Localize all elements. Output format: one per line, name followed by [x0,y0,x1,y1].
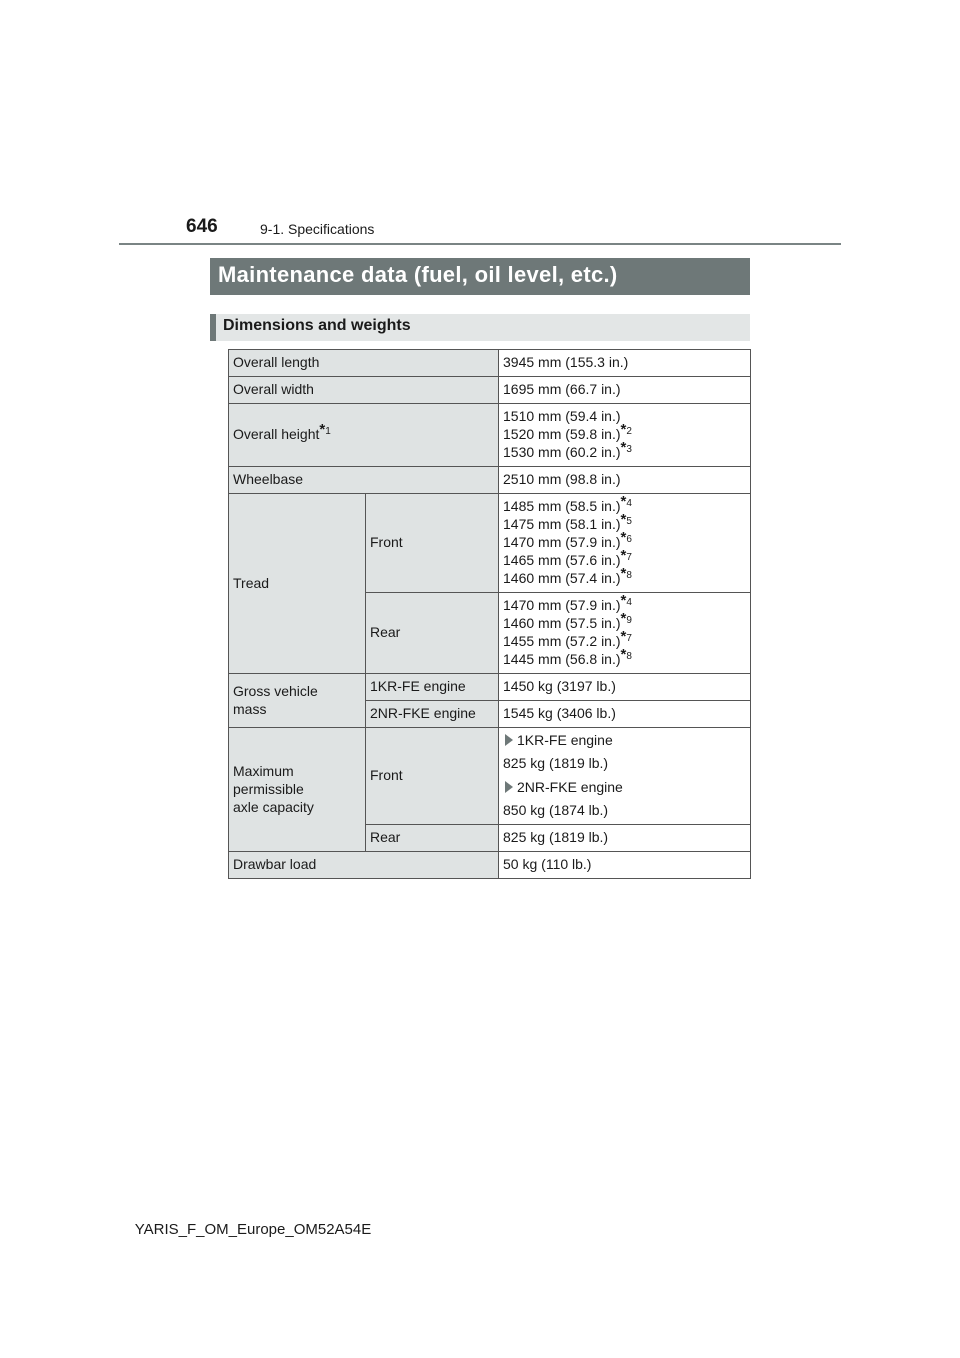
row-label: Overall width [229,377,499,404]
label-text: Overall height [233,426,320,442]
row-value: 3945 mm (155.3 in.) [499,350,751,377]
header-divider [119,243,841,245]
row-value [499,494,751,593]
table-row [229,728,751,825]
sub-label: Front [366,494,499,593]
sub-label: Rear [366,825,499,852]
row-value: 2510 mm (98.8 in.) [499,467,751,494]
row-label: Tread [229,494,366,674]
footnote-ref: *9 [620,610,632,627]
footnote-ref: *2 [620,421,632,438]
value-line: 1455 mm (57.2 in.)$^{*7}$ [503,628,632,649]
spec-table [228,349,751,879]
table-row [229,674,751,701]
sub-label: 1KR-FE engine [366,674,499,701]
triangle-right-icon [505,734,513,746]
engine-item: 1KR-FE engine [503,731,746,749]
sub-label: 2NR-FKE engine [366,701,499,728]
engine-item: 2NR-FKE engine [503,778,746,796]
section-label: 9-1. Specifications [260,221,375,237]
value-line: 1475 mm (58.1 in.)$^{*5}$ [503,511,632,532]
row-label [229,404,499,467]
row-value [499,593,751,674]
footnote-ref: *6 [620,529,632,546]
footnote-ref: *8 [620,565,632,582]
footnote-ref: *4 [620,493,632,510]
section-subheading: Dimensions and weights [210,314,750,341]
row-value [499,404,751,467]
table-row [229,494,751,593]
row-value [499,728,751,825]
value-line: 1530 mm (60.2 in.)$^{*3}$ [503,439,632,460]
table-row [229,350,751,377]
value-line: 1465 mm (57.6 in.)$^{*7}$ [503,547,632,568]
row-label: Overall length [229,350,499,377]
footnote-ref: *7 [620,628,632,645]
row-value: 1695 mm (66.7 in.) [499,377,751,404]
row-label: Wheelbase [229,467,499,494]
value-line: 1445 mm (56.8 in.)$^{*8}$ [503,646,632,667]
value-line: 1520 mm (59.8 in.)$^{*2}$ [503,421,632,442]
row-label: Maximum permissible axle capacity [229,728,366,852]
table-row [229,852,751,879]
table-row [229,404,751,467]
row-label: Gross vehicle mass [229,674,366,728]
row-value: 1545 kg (3406 lb.) [499,701,751,728]
footnote-ref: *1 [319,421,331,438]
footnote-ref: *7 [620,547,632,564]
footnote-ref: *4 [620,592,632,609]
value-line: 850 kg (1874 lb.) [503,802,609,818]
triangle-right-icon [505,781,513,793]
value-line: 1510 mm (59.4 in.) [503,408,621,424]
row-value: 825 kg (1819 lb.) [499,825,751,852]
value-line: 1470 mm (57.9 in.)$^{*4}$ [503,592,632,613]
page-title: Maintenance data (fuel, oil level, etc.) [210,258,750,295]
footnote-ref: *8 [620,646,632,663]
value-line: 1485 mm (58.5 in.)$^{*4}$ [503,493,632,514]
value-line: 1460 mm (57.4 in.)$^{*8}$ [503,565,632,586]
row-value: 1450 kg (3197 lb.) [499,674,751,701]
sub-label: Rear [366,593,499,674]
page-number: 646 [186,216,218,237]
document-code: YARIS_F_OM_Europe_OM52A54E [134,1221,372,1238]
footnote-ref: *3 [620,439,632,456]
table-row [229,377,751,404]
table-row [229,467,751,494]
row-label: Drawbar load [229,852,499,879]
row-value: 50 kg (110 lb.) [499,852,751,879]
sub-label: Front [366,728,499,825]
value-line: 825 kg (1819 lb.) [503,755,609,771]
value-line: 1460 mm (57.5 in.)$^{*9}$ [503,610,632,631]
footnote-ref: *5 [620,511,632,528]
value-line: 1470 mm (57.9 in.)$^{*6}$ [503,529,632,550]
